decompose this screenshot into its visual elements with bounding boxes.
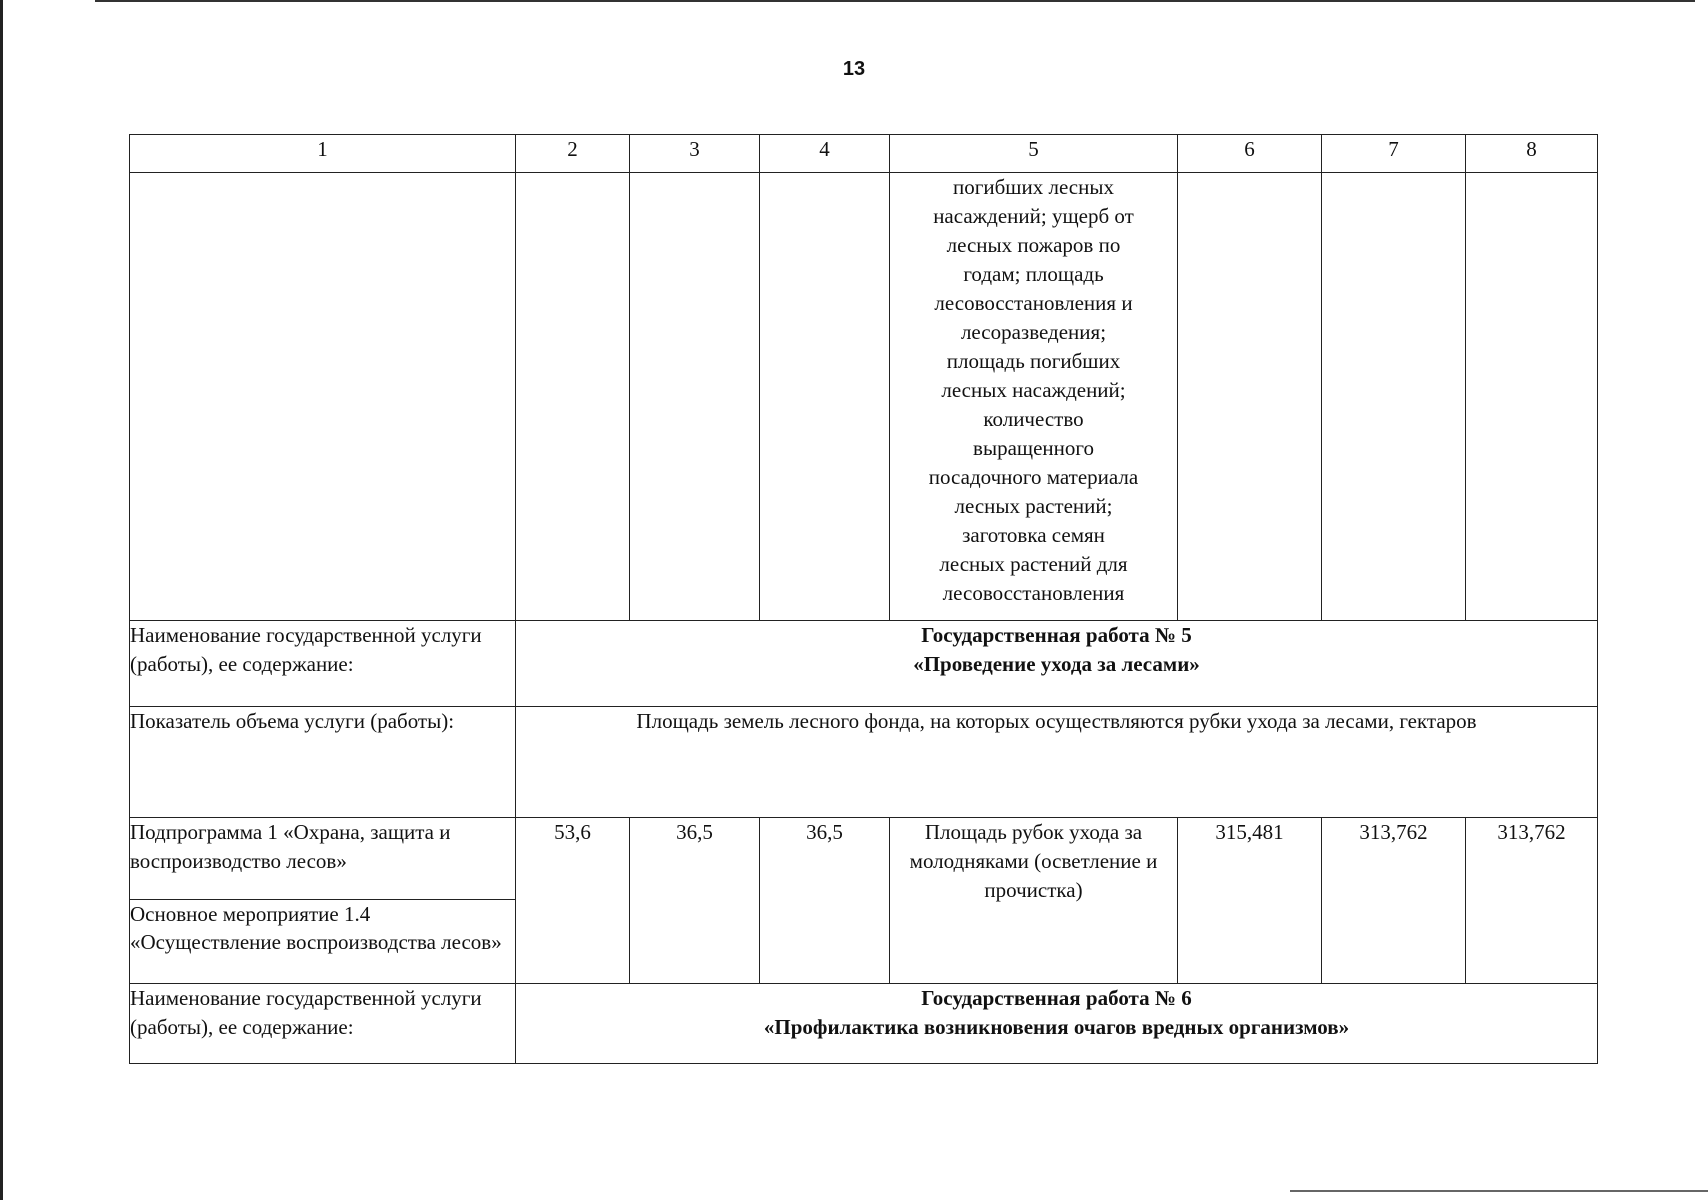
column-number: 8	[1466, 135, 1598, 173]
empty-cell	[760, 173, 890, 621]
data-table	[129, 134, 1598, 1064]
subprogram-label: Подпрограмма 1 «Охрана, защита и воспроизводство лесов»	[130, 818, 516, 900]
value-col4: 36,5	[760, 818, 890, 984]
activity-label: Основное мероприятие 1.4 «Осуществление воспроизводства лесов»	[130, 900, 516, 984]
text-line: лесных пожаров по	[946, 233, 1121, 257]
text-line: лесных насаждений;	[941, 378, 1126, 402]
volume-indicator-row	[130, 707, 1598, 818]
column-number: 5	[890, 135, 1178, 173]
text-line: годам; площадь	[963, 262, 1104, 286]
work5-row	[130, 621, 1598, 707]
empty-cell	[130, 173, 516, 621]
column-number: 6	[1178, 135, 1322, 173]
work6-title: Государственная работа № 6	[921, 986, 1192, 1010]
empty-cell	[516, 173, 630, 621]
subprogram-row	[130, 818, 1598, 900]
volume-indicator-label: Показатель объема услуги (работы):	[130, 707, 516, 818]
column-number: 4	[760, 135, 890, 173]
work6-title-cell	[516, 984, 1598, 1064]
volume-indicator-text: Площадь земель лесного фонда, на которых осуществляются рубки ухода за лесами, гектаров	[516, 707, 1598, 818]
text-line: лесовосстановления	[942, 581, 1125, 605]
value-col3: 36,5	[630, 818, 760, 984]
text-line: лесных растений;	[954, 494, 1113, 518]
service-name-label: Наименование государственной услуги (работы), ее содержание:	[130, 621, 516, 707]
column-number: 2	[516, 135, 630, 173]
text-line: лесовосстановления и	[934, 291, 1133, 315]
measure-name: Площадь рубок ухода за молодняками (осветление и прочистка)	[890, 818, 1178, 984]
text-line: погибших лесных	[953, 175, 1114, 199]
value-col6: 315,481	[1178, 818, 1322, 984]
value-col8: 313,762	[1466, 818, 1598, 984]
text-line: насаждений; ущерб от	[933, 204, 1134, 228]
service-name-label: Наименование государственной услуги (работы), ее содержание:	[130, 984, 516, 1064]
value-col2: 53,6	[516, 818, 630, 984]
empty-cell	[630, 173, 760, 621]
text-line: посадочного материала	[928, 465, 1139, 489]
text-line: площадь погибших	[946, 349, 1121, 373]
text-line: выращенного	[973, 436, 1094, 460]
work6-subtitle: «Профилактика возникновения очагов вредных организмов»	[763, 1015, 1350, 1039]
scan-left-edge	[0, 0, 3, 1200]
scan-bottom-line	[1290, 1190, 1708, 1192]
value-col7: 313,762	[1322, 818, 1466, 984]
empty-cell	[1466, 173, 1598, 621]
text-line: лесоразведения;	[960, 320, 1107, 344]
continuation-row	[130, 173, 1598, 621]
column-number: 1	[130, 135, 516, 173]
text-line: заготовка семян	[962, 523, 1105, 547]
indicator-continuation-cell	[890, 173, 1178, 621]
header-row	[130, 135, 1598, 173]
empty-cell	[1322, 173, 1466, 621]
scan-top-line	[95, 0, 1695, 2]
work6-row	[130, 984, 1598, 1064]
page-number: 13	[842, 58, 866, 80]
work5-subtitle: «Проведение ухода за лесами»	[913, 652, 1200, 676]
work5-title: Государственная работа № 5	[921, 623, 1192, 647]
text-line: количество	[983, 407, 1084, 431]
text-line: лесных растений для	[939, 552, 1128, 576]
empty-cell	[1178, 173, 1322, 621]
work5-title-cell	[516, 621, 1598, 707]
column-number: 3	[630, 135, 760, 173]
column-number: 7	[1322, 135, 1466, 173]
